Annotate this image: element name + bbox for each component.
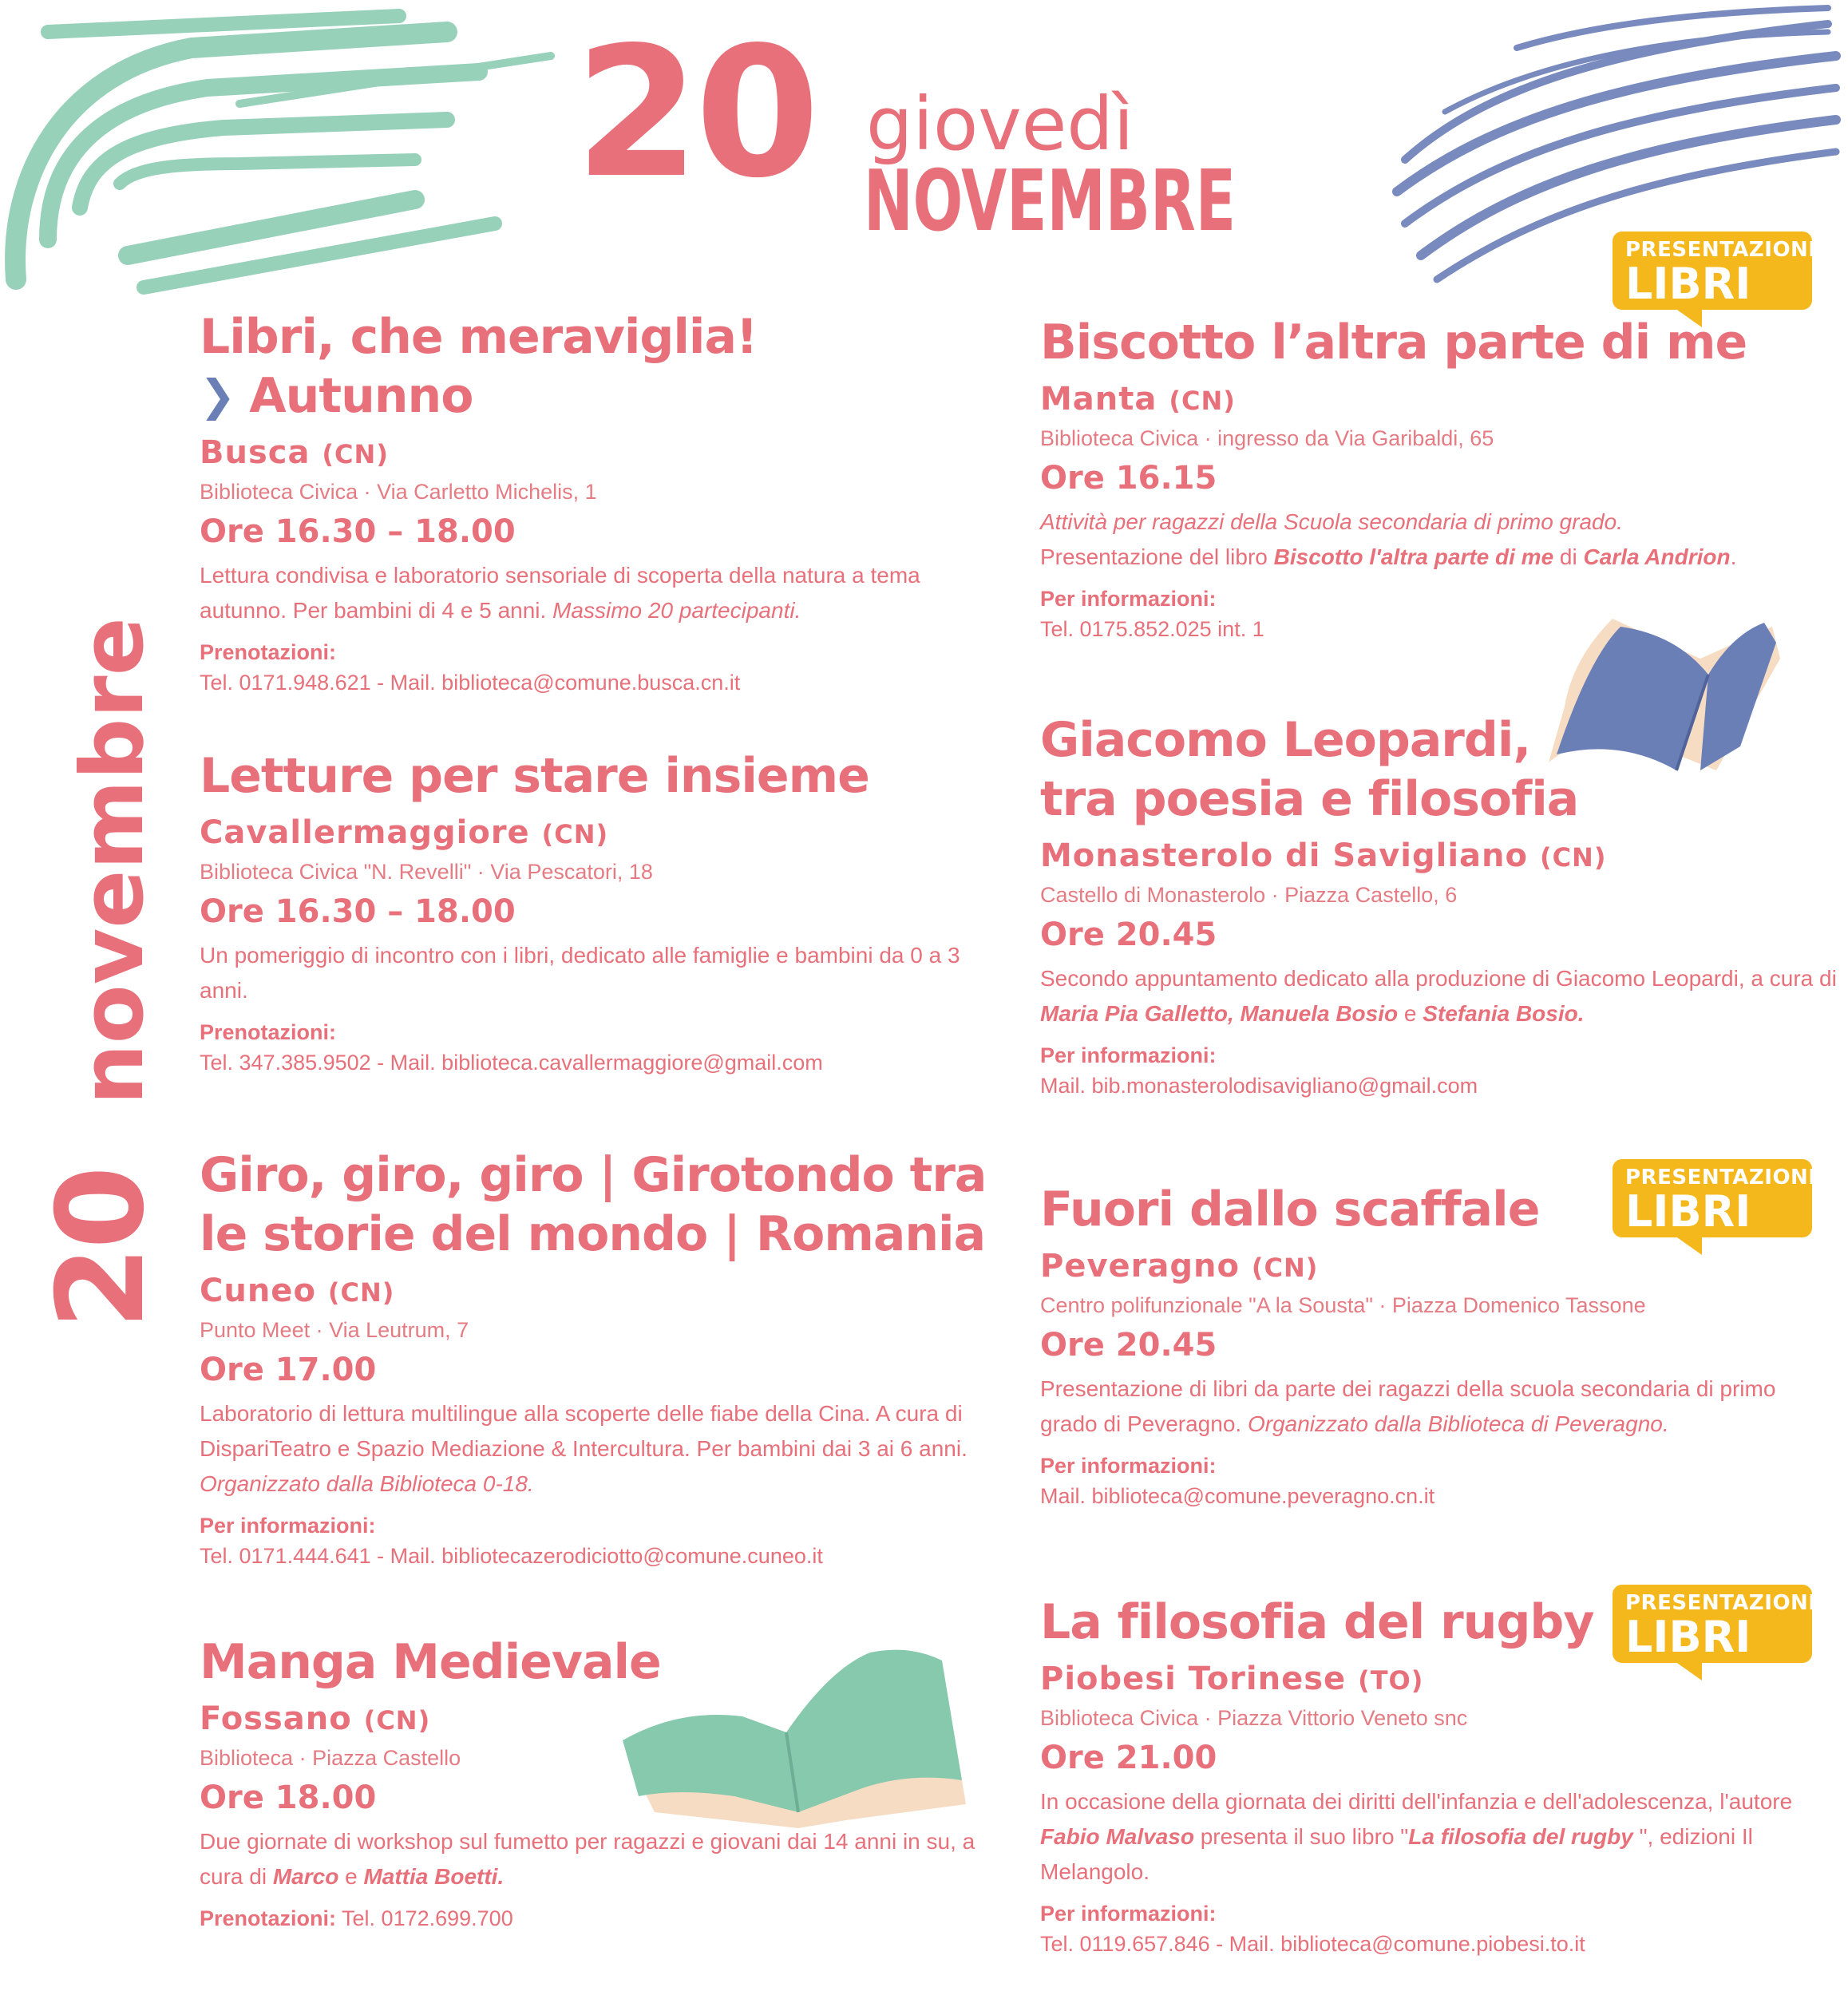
event-description-join: presenta il suo libro ": [1193, 1824, 1409, 1849]
event-venue: Biblioteca Civica "N. Revelli" · Via Pescatori, 18: [200, 860, 653, 884]
event-city-name: Piobesi Torinese: [1040, 1661, 1347, 1697]
event-description-note: Massimo 20 partecipanti.: [552, 598, 801, 623]
badge-line2: LIBRI: [1625, 1186, 1751, 1237]
event-description-join: e: [338, 1864, 364, 1889]
event-info-label: Prenotazioni:: [200, 1020, 337, 1044]
event-description: [1040, 1372, 1838, 1442]
event-venue: Biblioteca · Piazza Castello: [200, 1746, 461, 1770]
event-biscotto: [1040, 313, 1838, 645]
event-contact: Tel. 0171.444.641 - Mail. bibliotecazerodiciotto@comune.cuneo.it: [200, 1544, 823, 1568]
event-contact: Tel. 347.385.9502 - Mail. biblioteca.cavallermaggiore@gmail.com: [200, 1051, 823, 1075]
event-city: [200, 1270, 998, 1313]
event-city: [1040, 378, 1838, 422]
event-contact-text: Tel. 0172.699.700: [342, 1906, 513, 1930]
event-city-name: Cuneo: [200, 1273, 316, 1309]
event-province: (CN): [363, 1705, 431, 1736]
event-time: Ore 20.45: [1040, 916, 1217, 953]
event-description-join: e: [1398, 1001, 1423, 1026]
event-province: (CN): [1251, 1253, 1319, 1283]
event-book-title: Biscotto l'altra parte di me: [1273, 544, 1554, 569]
event-contact: Mail. biblioteca@comune.peveragno.cn.it: [1040, 1484, 1435, 1508]
event-city-name: Fossano: [200, 1700, 352, 1737]
event-info-label: Prenotazioni:: [200, 1906, 337, 1930]
event-author: Fabio Malvaso: [1040, 1824, 1194, 1849]
event-city: [1040, 1658, 1838, 1701]
event-info-label: Per informazioni:: [1040, 1043, 1217, 1067]
event-description-text: Lettura condivisa e laboratorio sensoriale di scoperta della natura a tema autunno. Per bambini di 4 e 5 anni.: [200, 563, 920, 623]
event-title: Giro, giro, giro | Girotondo tra le storie del mondo | Romania: [200, 1147, 987, 1262]
badge-line2: LIBRI: [1625, 259, 1751, 309]
event-city-name: Busca: [200, 434, 311, 471]
event-description: [1040, 1784, 1838, 1890]
event-venue: Biblioteca Civica · Via Carletto Michelis, 1: [200, 480, 597, 504]
event-venue: Biblioteca Civica · ingresso da Via Garibaldi, 65: [1040, 426, 1494, 450]
event-description-note: Attività per ragazzi della Scuola secondaria di primo grado.: [1040, 509, 1623, 534]
side-date-number: 20: [32, 1169, 171, 1329]
event-author: Stefania Bosio.: [1423, 1001, 1585, 1026]
event-time: Ore 20.45: [1040, 1327, 1217, 1364]
event-title: Giacomo Leopardi, tra poesia e filosofia: [1040, 712, 1579, 827]
event-contact: Mail. bib.monasterolodisavigliano@gmail.com: [1040, 1074, 1478, 1098]
event-info-label: Prenotazioni:: [200, 640, 337, 664]
event-libri-che-meraviglia: [200, 307, 998, 699]
event-province: (TO): [1358, 1665, 1424, 1696]
event-title: La filosofia del rugby: [1040, 1594, 1594, 1650]
event-city-name: Peveragno: [1040, 1248, 1240, 1285]
event-author: Maria Pia Galletto, Manuela Bosio: [1040, 1001, 1399, 1026]
event-province: (CN): [322, 439, 389, 469]
badge-line2: LIBRI: [1625, 1612, 1751, 1662]
event-giacomo-leopardi: [1040, 711, 1838, 1102]
header-weekday: giovedì: [866, 81, 1134, 167]
event-city: [200, 432, 998, 475]
event-contact: Tel. 0171.948.621 - Mail. biblioteca@comune.busca.cn.it: [200, 671, 741, 695]
event-info-label: Per informazioni:: [1040, 1454, 1217, 1478]
event-la-filosofia-del-rugby: [1040, 1593, 1838, 1960]
header-month: NOVEMBRE: [864, 152, 1237, 250]
event-venue: Biblioteca Civica · Piazza Vittorio Veneto snc: [1040, 1706, 1468, 1730]
event-province: (CN): [541, 819, 609, 849]
event-contact: Tel. 0119.657.846 - Mail. biblioteca@comune.piobesi.to.it: [1040, 1932, 1585, 1956]
event-info-label: Per informazioni:: [200, 1514, 376, 1538]
event-description-text: Presentazione di libri da parte dei ragazzi della scuola secondaria di primo grado di Peveragno.: [1040, 1376, 1776, 1436]
event-giro-giro-giro: [200, 1146, 998, 1572]
event-time: Ore 16.15: [1040, 460, 1217, 497]
event-venue: Centro polifunzionale "A la Sousta" · Piazza Domenico Tassone: [1040, 1293, 1646, 1317]
event-contact: [200, 1902, 982, 1934]
event-description-note: Organizzato dalla Biblioteca di Peveragno.: [1247, 1411, 1669, 1436]
event-description-text: Laboratorio di lettura multilingue alla scoperte delle fiabe della Cina. A cura di DispariTeatro e Spazio Mediazione & Intercultura. Per bambini dai 3 ai 6 anni.: [200, 1401, 968, 1461]
badge-line1: PRESENTAZIONE: [1625, 238, 1823, 262]
event-city-name: Monasterolo di Savigliano: [1040, 837, 1528, 874]
event-city-name: Cavallermaggiore: [200, 814, 530, 851]
event-fuori-dallo-scaffale: [1040, 1180, 1838, 1512]
presentazione-libri-badge: [1613, 232, 1823, 310]
event-city: [1040, 1245, 1838, 1288]
event-letture-per-stare-insieme: [200, 746, 998, 1079]
header-day-number: 20: [575, 9, 816, 218]
green-brush-decoration: [0, 0, 575, 295]
event-description-text: Presentazione del libro: [1040, 544, 1274, 569]
event-city: [200, 812, 998, 855]
event-description: Un pomeriggio di incontro con i libri, dedicato alle famiglie e bambini da 0 a 3 anni.: [200, 943, 960, 1003]
event-description-join: di: [1553, 544, 1584, 569]
event-subtitle-text: Autunno: [249, 368, 473, 424]
event-time: Ore 21.00: [1040, 1740, 1217, 1776]
event-contact: Tel. 0175.852.025 int. 1: [1040, 617, 1264, 641]
event-subtitle: [200, 366, 998, 426]
event-city-name: Manta: [1040, 381, 1157, 418]
event-author: Marco: [272, 1864, 339, 1889]
event-info-label: Per informazioni:: [1040, 1902, 1217, 1926]
event-info-label: Per informazioni:: [1040, 587, 1217, 611]
event-time: Ore 17.00: [200, 1352, 377, 1388]
event-province: (CN): [1539, 842, 1607, 873]
event-title: Letture per stare insieme: [200, 748, 869, 804]
event-author: Carla Andrion: [1583, 544, 1731, 569]
event-description: [1040, 505, 1838, 575]
event-title: Fuori dallo scaffale: [1040, 1182, 1540, 1237]
event-description-text: Secondo appuntamento dedicato alla produzione di Giacomo Leopardi, a cura di: [1040, 966, 1837, 991]
event-description-note: Organizzato dalla Biblioteca 0-18.: [200, 1471, 534, 1496]
event-venue: Castello di Monasterolo · Piazza Castello, 6: [1040, 883, 1458, 907]
chevron-right-icon: ❯: [200, 370, 235, 421]
event-description-end: .: [1730, 544, 1737, 569]
event-time: Ore 16.30 – 18.00: [200, 513, 516, 550]
event-province: (CN): [1169, 386, 1236, 416]
event-title: Libri, che meraviglia!: [200, 309, 758, 365]
badge-line1: PRESENTAZIONE: [1625, 1591, 1823, 1615]
event-time: Ore 16.30 – 18.00: [200, 893, 516, 930]
event-title: Manga Medievale: [200, 1634, 661, 1690]
event-city: [1040, 835, 1838, 878]
event-venue: Punto Meet · Via Leutrum, 7: [200, 1318, 469, 1342]
event-time: Ore 18.00: [200, 1779, 377, 1816]
green-book-illustration: [607, 1637, 974, 1844]
event-author: Mattia Boetti.: [363, 1864, 505, 1889]
event-province: (CN): [327, 1277, 395, 1308]
event-description-text: In occasione della giornata dei diritti dell'infanzia e dell'adolescenza, l'autore: [1040, 1789, 1793, 1814]
event-title: Biscotto l’altra parte di me: [1040, 315, 1747, 370]
event-book-title: La filosofia del rugby: [1408, 1824, 1633, 1849]
event-description: [1040, 961, 1838, 1031]
event-description: [200, 1396, 998, 1502]
event-description-text: Due giornate di workshop sul fumetto per ragazzi e giovani dai 14 anni in su, a cura di: [200, 1829, 975, 1889]
event-description-end: ", edizioni Il Melangolo.: [1040, 1824, 1753, 1884]
event-description: [200, 558, 998, 628]
side-date-month: novembre: [63, 617, 163, 1106]
badge-line1: PRESENTAZIONE: [1625, 1166, 1823, 1190]
